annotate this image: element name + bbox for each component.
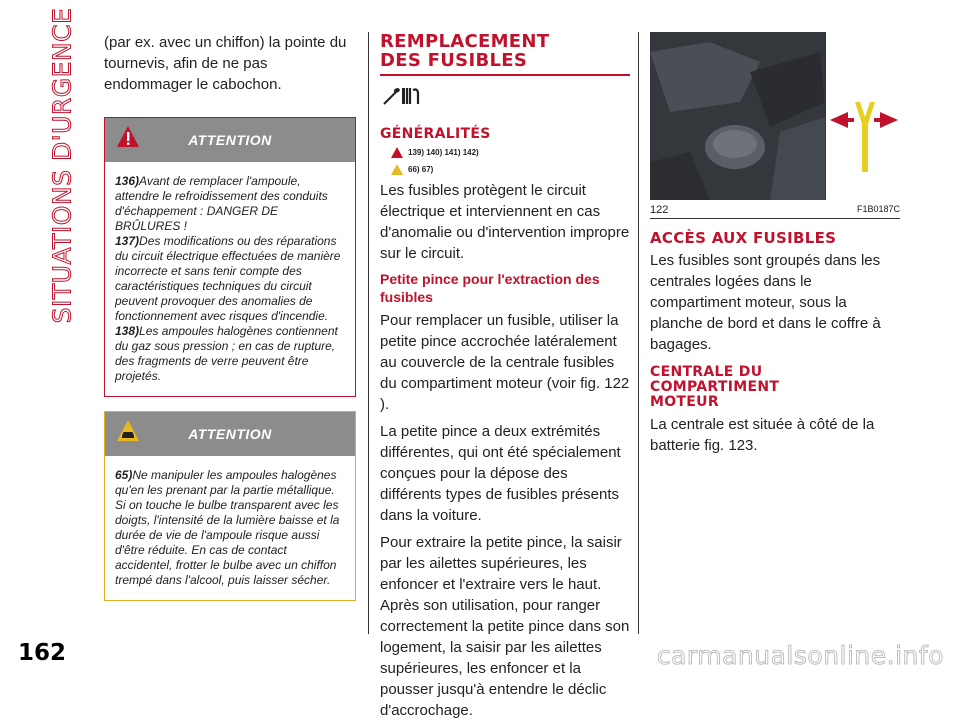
warning-item-text: Les ampoules halogènes contiennent du gaz sous pression ; en cas de rupture, des fragments de verre peuvent être projetés. (115, 324, 338, 383)
warning-box-red (104, 117, 356, 397)
warning-header (105, 118, 355, 162)
car-warning-icon (390, 163, 404, 176)
warning-item-number: 65) (115, 468, 133, 482)
subsection-title-line: COMPARTIMENT (650, 379, 780, 395)
warning-box-yellow (104, 411, 356, 601)
column-middle (380, 32, 630, 727)
figure-code: F1B0187C (856, 204, 900, 214)
paragraph: Pour extraire la petite pince, la saisir par les ailettes supérieures, les enfoncer et l'extraire vers le haut. Après son utilisation, pour ranger correctement la petite pince dans son logement, la saisir par les ailettes supérieures, les enfoncer et la pousser jusqu'à entendre le déclic d'accrochage. (380, 534, 630, 719)
warning-title: ATTENTION (188, 132, 272, 148)
column-divider (368, 32, 369, 634)
column-divider (638, 32, 639, 634)
engine-compartment-illustration (650, 32, 900, 200)
warning-item (115, 234, 345, 324)
section-title-line: REMPLACEMENT (380, 31, 550, 52)
column-left (104, 32, 356, 601)
warning-item (115, 174, 345, 234)
section-rule (380, 74, 630, 76)
figure-engine-fuse-box (650, 32, 900, 200)
warning-item-number: 138) (115, 324, 140, 338)
car-warning-icon (115, 418, 141, 444)
diy-tools-icon (382, 84, 422, 108)
warning-refs-text: 66) 67) (408, 165, 434, 174)
warning-triangle-icon (115, 124, 141, 150)
paragraph: La petite pince a deux extrémités différentes, qui ont été spécialement conçues pour la dépose des différents types de fusibles présents dans la voiture. (380, 423, 621, 524)
paragraph: Les fusibles protègent le circuit électrique et interviennent en cas d'anomalie ou d'intervention impropre sur le circuit. (380, 182, 630, 262)
paragraph: La centrale est située à côté de la batterie fig. 123. (650, 416, 875, 454)
warning-item-number: 136) (115, 174, 140, 188)
figure-number: 122 (650, 204, 669, 216)
chapter-side-tab (44, 7, 80, 323)
column-right (650, 32, 900, 462)
subsection-title (650, 365, 900, 410)
warning-body (105, 456, 355, 600)
warning-header (105, 412, 355, 456)
intro-paragraph: (par ex. avec un chiffon) la pointe du tournevis, afin de ne pas endommager le cabochon. (104, 34, 347, 93)
warning-item-number: 137) (115, 234, 140, 248)
subsection-title: ACCÈS AUX FUSIBLES (650, 229, 837, 247)
warning-item-text: Ne manipuler les ampoules halogènes qu'en les prenant par la partie métallique. Si on touche le bulbe transparent avec les doigts, l'intensité de la lumière baisse et la durée de vie de l'ampoule risque aussi d'être réduite. En cas de contact accidentel, frotter le bulbe avec un chiffon trempé dans l'alcool, puis laisser sécher. (115, 468, 340, 587)
warning-item-text: Avant de remplacer l'ampoule, attendre le refroidissement des conduits d'échappement : DANGER DE BRÛLURES ! (115, 174, 328, 233)
warning-refs-text: 139) 140) 141) 142) (408, 148, 479, 157)
warning-refs-red (390, 146, 630, 159)
subsection-title-line: MOTEUR (650, 394, 719, 410)
warning-item-text: Des modifications ou des réparations du circuit électrique effectuées de manière incorrecte et sans tenir compte des caractéristiques techniques du circuit peuvent provoquer des anomalies de fonctionnement avec risques d'incendie. (115, 234, 341, 323)
subsection-title-line: CENTRALE DU (650, 364, 763, 380)
section-title (380, 32, 630, 70)
figure-caption (650, 204, 900, 219)
warning-triangle-icon (390, 146, 404, 159)
chapter-title: SITUATIONS D'URGENCE (47, 7, 77, 323)
page-number: 162 (18, 640, 67, 666)
subsection-title: GÉNÉRALITÉS (380, 126, 491, 142)
warning-item (115, 468, 345, 588)
warning-item (115, 324, 345, 384)
section-title-line: DES FUSIBLES (380, 50, 528, 71)
watermark: carmanualsonline.info (656, 641, 944, 670)
warning-refs-yellow (390, 163, 630, 176)
paragraph: Les fusibles sont groupés dans les centrales logées dans le compartiment moteur, sous la planche de bord et dans le coffre à bagages. (650, 252, 881, 353)
paragraph: Pour remplacer un fusible, utiliser la petite pince accrochée latéralement au couvercle de la centrale fusibles du compartiment moteur (voir fig. 122 ). (380, 312, 630, 413)
warning-title: ATTENTION (188, 426, 272, 442)
subheading: Petite pince pour l'extraction des fusibles (380, 271, 600, 305)
warning-body (105, 162, 355, 396)
